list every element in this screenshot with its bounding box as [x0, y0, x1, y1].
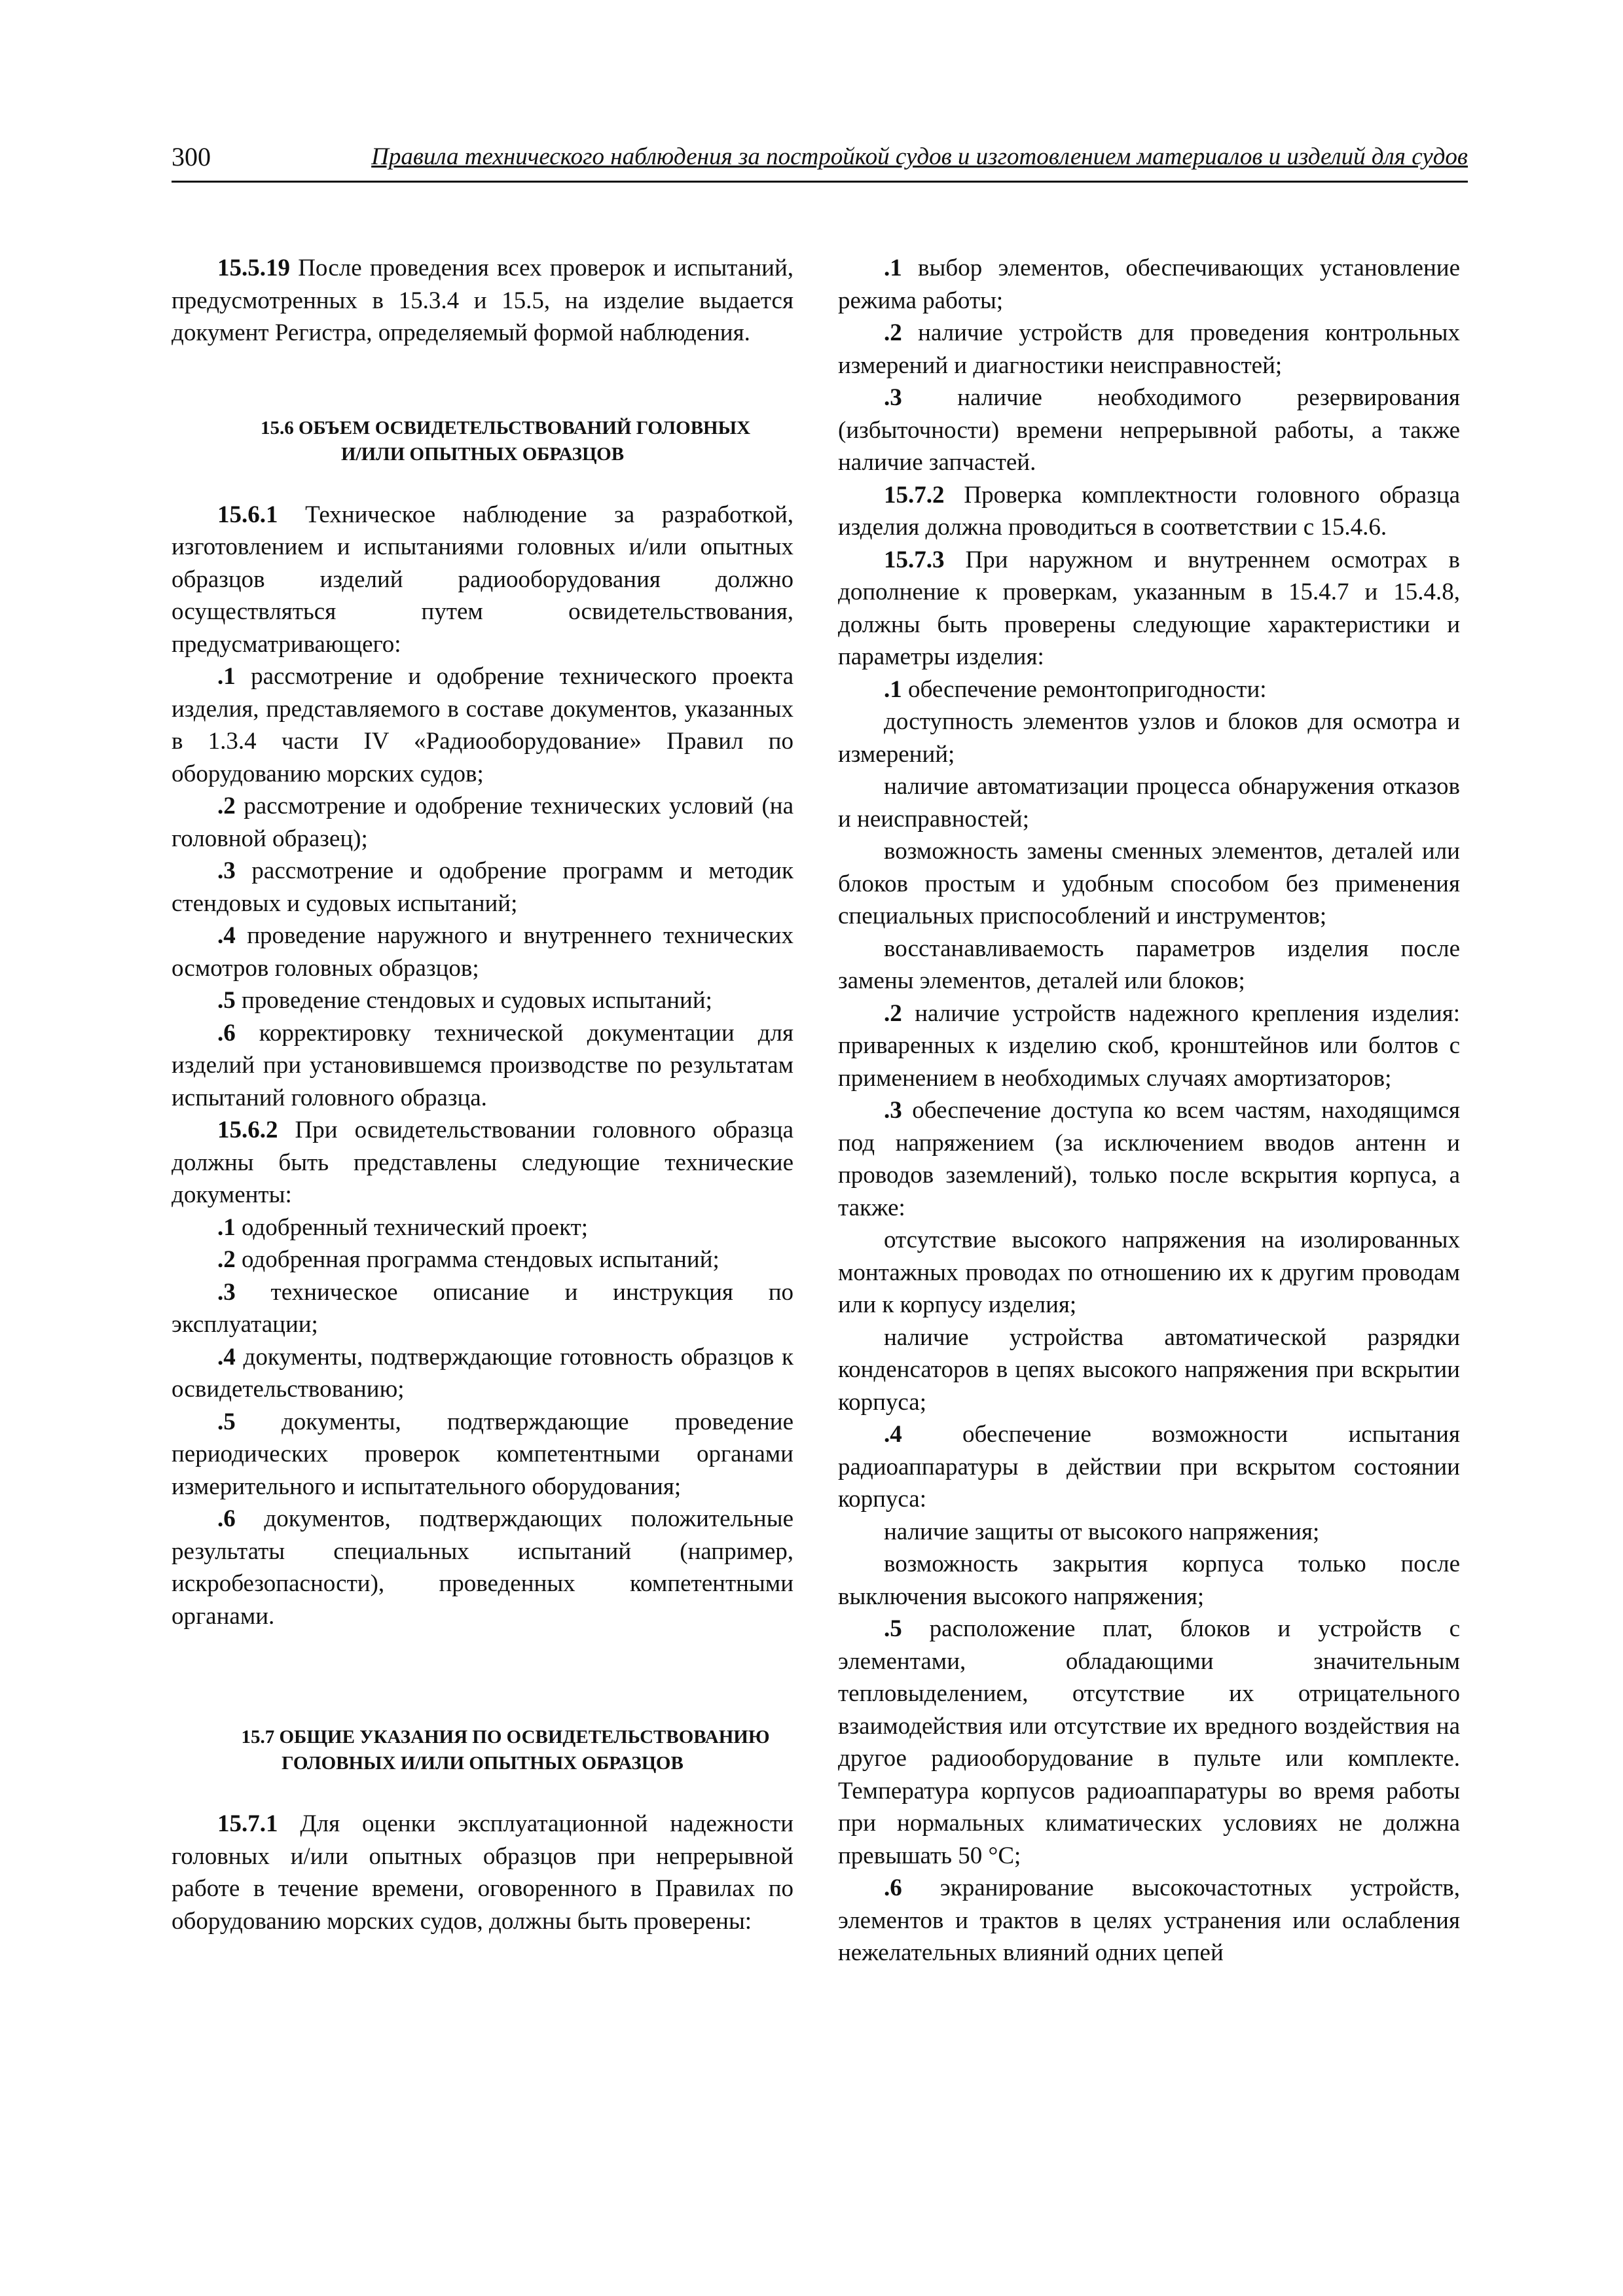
item-text: наличие устройств для проведения контрольных измерений и диагностики неисправностей; [838, 319, 1460, 379]
sub-item: наличие защиты от высокого напряжения; [884, 1518, 1320, 1545]
list-item [172, 1341, 793, 1406]
item-text: проведение стендовых и судовых испытаний; [235, 987, 712, 1014]
clause-text: Проверка комплектности головного образца изделия должна проводиться в соответствии с 15.4.6. [838, 481, 1460, 541]
list-item [838, 382, 1460, 479]
list-item [172, 855, 793, 920]
sub-item: наличие устройства автоматической разрядки конденсаторов в цепях высокого напряжения при вскрытии корпуса; [838, 1323, 1460, 1416]
section-heading-15-7 [172, 1724, 793, 1776]
list-item [172, 1244, 793, 1276]
item-text: рассмотрение и одобрение технического проекта изделия, представляемого в составе документов, указанных в 1.3.4 части IV «Радиооборудование» Правил по оборудованию морских судов; [172, 663, 793, 787]
heading-line: 15.6 ОБЪЕМ ОСВИДЕТЕЛЬСТВОВАНИЙ ГОЛОВНЫХ [260, 417, 751, 439]
list-item [172, 984, 793, 1017]
item-number: .1 [884, 675, 902, 703]
list-item [172, 920, 793, 984]
list-item [838, 1418, 1460, 1516]
item-text: документы, подтверждающие готовность образцов к освидетельствованию; [172, 1343, 793, 1403]
item-number: .5 [217, 1408, 236, 1435]
item-number: .2 [884, 319, 902, 346]
list-item [172, 1276, 793, 1341]
item-text: рассмотрение и одобрение технических условий (на головной образец); [172, 793, 793, 852]
item-number: .2 [217, 1246, 236, 1273]
heading-line: 15.7 ОБЩИЕ УКАЗАНИЯ ПО ОСВИДЕТЕЛЬСТВОВАНИЮ [241, 1727, 770, 1748]
clause-number: 15.6.1 [217, 501, 278, 528]
item-number: .1 [884, 255, 902, 281]
item-number: .5 [217, 987, 236, 1014]
right-column [838, 252, 1460, 1969]
item-number: .5 [884, 1615, 902, 1642]
clause-number: 15.5.19 [217, 255, 290, 281]
item-text: документов, подтверждающих положительные результаты специальных испытаний (например, искробезопасности), проведенных компетентными органами. [172, 1505, 793, 1630]
item-text: обеспечение ремонтопригодности: [902, 675, 1267, 703]
list-item [838, 673, 1460, 706]
item-text: обеспечение возможности испытания радиоаппаратуры в действии при вскрытом состоянии корпуса: [838, 1421, 1460, 1513]
sub-item: доступность элементов узлов и блоков для осмотра и измерений; [838, 708, 1460, 768]
paragraph-15-7-2 [838, 479, 1460, 544]
item-number: .6 [217, 1505, 236, 1532]
item-text: одобренный технический проект; [235, 1213, 589, 1241]
section-heading-15-6 [172, 415, 793, 467]
item-text: наличие необходимого резервирования (избыточности) времени непрерывной работы, а также наличие запчастей. [838, 384, 1460, 476]
clause-number: 15.7.3 [884, 546, 945, 573]
heading-line: И/ИЛИ ОПЫТНЫХ ОБРАЗЦОВ [340, 443, 625, 465]
paragraph-15-7-1 [172, 1808, 793, 1937]
list-item [838, 1094, 1460, 1224]
item-number: .4 [217, 1343, 236, 1371]
item-number: .3 [217, 1278, 236, 1306]
list-item [172, 1503, 793, 1632]
sub-item: наличие автоматизации процесса обнаружения отказов и неисправностей; [838, 773, 1460, 833]
paragraph-15-5-19 [172, 252, 793, 350]
item-text: корректировку технической документации для изделий при установившемся производстве по результатам испытаний головного образца. [172, 1019, 793, 1111]
clause-text: После проведения всех проверок и испытаний, предусмотренных в 15.3.4 и 15.5, на изделие выдается документ Регистра, определяемый формой наблюдения. [172, 255, 793, 346]
item-text: одобренная программа стендовых испытаний; [235, 1246, 720, 1273]
sub-item: возможность замены сменных элементов, деталей или блоков простым и удобным способом без применения специальных приспособлений и инструментов; [838, 838, 1460, 929]
item-number: .3 [217, 857, 236, 884]
list-item [172, 1017, 793, 1115]
item-number: .4 [884, 1421, 902, 1448]
clause-number: 15.6.2 [217, 1117, 278, 1143]
item-text: наличие устройств надежного крепления изделия: приваренных к изделию скоб, кронштейнов или болтов с применением в необходимых случаях амортизаторов; [838, 999, 1460, 1092]
item-text: документы, подтверждающие проведение периодических проверок компетентными органами измерительного и испытательного оборудования; [172, 1408, 793, 1500]
item-number: .1 [217, 663, 236, 690]
heading-line: ГОЛОВНЫХ И/ИЛИ ОПЫТНЫХ ОБРАЗЦОВ [282, 1753, 684, 1774]
item-number: .2 [217, 793, 236, 819]
clause-text: При освидетельствовании головного образца должны быть представлены следующие технические документы: [172, 1117, 793, 1208]
list-item [172, 790, 793, 855]
sub-item: возможность закрытия корпуса только после выключения высокого напряжения; [838, 1551, 1460, 1610]
list-item [172, 1406, 793, 1503]
list-item [838, 317, 1460, 382]
list-item [838, 1872, 1460, 1969]
clause-number: 15.7.1 [217, 1810, 278, 1837]
paragraph-15-6-2 [172, 1114, 793, 1211]
item-text: экранирование высокочастотных устройств, элементов и трактов в целях устранения или ослабления нежелательных влияний одних цепей [838, 1874, 1460, 1966]
list-item [838, 252, 1460, 317]
list-item [172, 1211, 793, 1244]
left-column [172, 252, 793, 1937]
item-text: рассмотрение и одобрение программ и методик стендовых и судовых испытаний; [172, 857, 793, 917]
clause-text: Техническое наблюдение за разработкой, изготовлением и испытаниями головных и/или опытных образцов изделий радиооборудования должно осуществляться путем освидетельствования, предусматривающего: [172, 501, 793, 658]
item-number: .4 [217, 922, 236, 949]
list-item [838, 1613, 1460, 1872]
item-number: .2 [884, 999, 902, 1027]
paragraph-15-7-3 [838, 544, 1460, 673]
list-item [172, 660, 793, 790]
item-text: выбор элементов, обеспечивающих установление режима работы; [838, 255, 1460, 314]
sub-item: восстанавливаемость параметров изделия после замены элементов, деталей или блоков; [838, 935, 1460, 994]
clause-text: Для оценки эксплуатационной надежности головных и/или опытных образцов при непрерывной работе в течение времени, оговоренного в Правилах по оборудованию морских судов, должны быть проверены: [172, 1810, 793, 1935]
clause-number: 15.7.2 [884, 481, 945, 509]
page-header [172, 139, 1468, 183]
item-text: техническое описание и инструкция по эксплуатации; [172, 1278, 793, 1338]
page-number: 300 [172, 142, 211, 171]
item-number: .1 [217, 1213, 236, 1241]
item-number: .3 [884, 384, 902, 411]
paragraph-15-6-1 [172, 499, 793, 661]
clause-text: При наружном и внутреннем осмотрах в дополнение к проверкам, указанным в 15.4.7 и 15.4.8, должны быть проверены следующие характеристики и параметры изделия: [838, 546, 1460, 670]
item-text: проведение наружного и внутреннего технических осмотров головных образцов; [172, 922, 793, 982]
item-number: .6 [884, 1874, 902, 1901]
item-number: .3 [884, 1097, 902, 1124]
item-text: обеспечение доступа ко всем частям, находящимся под напряжением (за исключением вводов антенн и проводов заземлений), только после вскрытия корпуса, а также: [838, 1097, 1460, 1221]
item-text: расположение плат, блоков и устройств с элементами, обладающими значительным тепловыделением, отсутствие их отрицательного взаимодействия или отсутствие их вредного воздействия на другое радиооборудование в пульте или комплекте. Температура корпусов радиоаппаратуры во время работы при нормальных климатических условиях не должна превышать 50 °С; [838, 1615, 1460, 1869]
sub-item: отсутствие высокого напряжения на изолированных монтажных проводах по отношению их к другим проводам или к корпусу изделия; [838, 1227, 1460, 1318]
running-title: Правила технического наблюдения за постройкой судов и изготовлением материалов и изделий для судов [371, 143, 1468, 170]
list-item [838, 997, 1460, 1095]
item-number: .6 [217, 1019, 236, 1047]
